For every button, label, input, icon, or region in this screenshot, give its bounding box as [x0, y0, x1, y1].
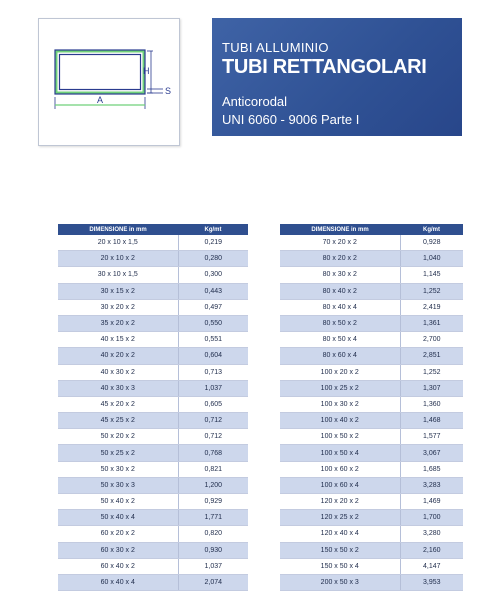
dimension-cell: 80 x 40 x 4 [280, 299, 400, 315]
weight-cell: 2,160 [400, 542, 463, 558]
table-row [58, 364, 248, 380]
weight-cell: 0,929 [178, 494, 248, 510]
weight-cell: 0,443 [178, 283, 248, 299]
table-header-row [280, 224, 463, 235]
table-row [58, 558, 248, 574]
dimension-cell: 150 x 50 x 4 [280, 558, 400, 574]
dimension-cell: 80 x 20 x 2 [280, 251, 400, 267]
table-row [280, 574, 463, 590]
dimension-cell: 60 x 20 x 2 [58, 526, 178, 542]
dimensions-table-right [280, 224, 463, 591]
dimension-cell: 45 x 25 x 2 [58, 413, 178, 429]
weight-cell: 1,468 [400, 413, 463, 429]
table-row [58, 461, 248, 477]
table-row [58, 526, 248, 542]
table-row [58, 429, 248, 445]
column-header-weight: Kg/mt [400, 224, 463, 235]
weight-cell: 0,821 [178, 461, 248, 477]
dimension-cell: 40 x 30 x 3 [58, 380, 178, 396]
weight-cell: 3,283 [400, 477, 463, 493]
table-row [58, 477, 248, 493]
weight-cell: 1,040 [400, 251, 463, 267]
dimensions-table-left [58, 224, 248, 591]
table-row [58, 413, 248, 429]
table-row [280, 267, 463, 283]
weight-cell: 3,953 [400, 574, 463, 590]
page-title: TUBI RETTANGOLARI [222, 56, 427, 78]
dimension-cell: 40 x 15 x 2 [58, 332, 178, 348]
table-row [280, 299, 463, 315]
dimension-cell: 80 x 60 x 4 [280, 348, 400, 364]
weight-cell: 0,713 [178, 364, 248, 380]
column-header-weight: Kg/mt [178, 224, 248, 235]
weight-cell: 1,360 [400, 396, 463, 412]
dimension-cell: 70 x 20 x 2 [280, 235, 400, 251]
weight-cell: 1,361 [400, 315, 463, 331]
weight-cell: 0,768 [178, 445, 248, 461]
table-row [280, 526, 463, 542]
weight-cell: 0,930 [178, 542, 248, 558]
product-category: TUBI ALLUMINIO [222, 40, 329, 55]
weight-cell: 1,771 [178, 510, 248, 526]
table-row [280, 315, 463, 331]
table-row [58, 283, 248, 299]
alloy-name: Anticorodal [222, 94, 288, 109]
dimension-cell: 60 x 40 x 2 [58, 558, 178, 574]
dimension-cell: 150 x 50 x 2 [280, 542, 400, 558]
dimension-cell: 45 x 20 x 2 [58, 396, 178, 412]
weight-cell: 4,147 [400, 558, 463, 574]
table-row [280, 494, 463, 510]
table-row [58, 396, 248, 412]
dimension-cell: 50 x 20 x 2 [58, 429, 178, 445]
table-row [58, 494, 248, 510]
dimension-cell: 30 x 10 x 1,5 [58, 267, 178, 283]
dimension-cell: 100 x 40 x 2 [280, 413, 400, 429]
dimension-cell: 100 x 60 x 4 [280, 477, 400, 493]
dimension-cell: 50 x 40 x 4 [58, 510, 178, 526]
weight-cell: 0,219 [178, 235, 248, 251]
table-row [58, 574, 248, 590]
rectangular-tube-section-icon [39, 19, 179, 145]
table-row [58, 315, 248, 331]
weight-cell: 2,700 [400, 332, 463, 348]
table-row [58, 299, 248, 315]
table-row [280, 445, 463, 461]
table-row [58, 267, 248, 283]
dimension-cell: 40 x 20 x 2 [58, 348, 178, 364]
weight-cell: 0,605 [178, 396, 248, 412]
table-row [280, 348, 463, 364]
table-row [280, 542, 463, 558]
weight-cell: 1,145 [400, 267, 463, 283]
table-row [280, 380, 463, 396]
weight-cell: 1,469 [400, 494, 463, 510]
table-row [280, 332, 463, 348]
dimension-cell: 60 x 30 x 2 [58, 542, 178, 558]
dimension-cell: 80 x 50 x 4 [280, 332, 400, 348]
dimension-cell: 100 x 30 x 2 [280, 396, 400, 412]
dimension-cell: 30 x 15 x 2 [58, 283, 178, 299]
dimension-cell: 35 x 20 x 2 [58, 315, 178, 331]
table-row [280, 396, 463, 412]
weight-cell: 1,037 [178, 380, 248, 396]
table-row [280, 251, 463, 267]
dimension-cell: 80 x 30 x 2 [280, 267, 400, 283]
weight-cell: 0,604 [178, 348, 248, 364]
weight-cell: 1,252 [400, 364, 463, 380]
dimension-label-h: H [143, 66, 150, 76]
dimension-cell: 80 x 50 x 2 [280, 315, 400, 331]
table-header-row [58, 224, 248, 235]
title-banner [212, 18, 462, 136]
dimension-cell: 50 x 40 x 2 [58, 494, 178, 510]
standard-reference: UNI 6060 - 9006 Parte I [222, 112, 360, 127]
dimension-cell: 200 x 50 x 3 [280, 574, 400, 590]
table-row [280, 364, 463, 380]
dimension-cell: 100 x 20 x 2 [280, 364, 400, 380]
dimension-label-a: A [97, 95, 104, 105]
dimension-label-s: S [165, 86, 172, 96]
dimension-cell: 100 x 50 x 2 [280, 429, 400, 445]
weight-cell: 1,685 [400, 461, 463, 477]
table-row [58, 332, 248, 348]
table-row [280, 477, 463, 493]
weight-cell: 2,074 [178, 574, 248, 590]
table-row [58, 348, 248, 364]
dimension-cell: 100 x 25 x 2 [280, 380, 400, 396]
weight-cell: 0,551 [178, 332, 248, 348]
dimension-cell: 40 x 30 x 2 [58, 364, 178, 380]
weight-cell: 0,712 [178, 429, 248, 445]
dimension-cell: 120 x 20 x 2 [280, 494, 400, 510]
dimension-cell: 120 x 40 x 4 [280, 526, 400, 542]
table-row [280, 283, 463, 299]
table-row [58, 235, 248, 251]
table-row [280, 235, 463, 251]
dimension-cell: 50 x 30 x 2 [58, 461, 178, 477]
table-row [58, 380, 248, 396]
weight-cell: 0,820 [178, 526, 248, 542]
table-row [280, 461, 463, 477]
weight-cell: 0,280 [178, 251, 248, 267]
table-row [58, 510, 248, 526]
table-row [58, 251, 248, 267]
weight-cell: 0,300 [178, 267, 248, 283]
weight-cell: 1,037 [178, 558, 248, 574]
table-row [58, 445, 248, 461]
weight-cell: 2,851 [400, 348, 463, 364]
dimension-cell: 100 x 50 x 4 [280, 445, 400, 461]
profile-diagram [38, 18, 180, 146]
weight-cell: 3,067 [400, 445, 463, 461]
weight-cell: 2,419 [400, 299, 463, 315]
weight-cell: 0,928 [400, 235, 463, 251]
dimension-cell: 20 x 10 x 2 [58, 251, 178, 267]
weight-cell: 1,200 [178, 477, 248, 493]
weight-cell: 0,712 [178, 413, 248, 429]
table-row [280, 510, 463, 526]
weight-cell: 1,252 [400, 283, 463, 299]
weight-cell: 1,577 [400, 429, 463, 445]
table-row [280, 558, 463, 574]
dimension-cell: 50 x 25 x 2 [58, 445, 178, 461]
weight-cell: 1,700 [400, 510, 463, 526]
dimension-cell: 60 x 40 x 4 [58, 574, 178, 590]
dimension-cell: 50 x 30 x 3 [58, 477, 178, 493]
column-header-dimension: DIMENSIONE in mm [58, 224, 178, 235]
dimension-cell: 80 x 40 x 2 [280, 283, 400, 299]
weight-cell: 0,550 [178, 315, 248, 331]
dimension-cell: 100 x 60 x 2 [280, 461, 400, 477]
table-row [58, 542, 248, 558]
dimension-cell: 120 x 25 x 2 [280, 510, 400, 526]
table-row [280, 413, 463, 429]
weight-cell: 1,307 [400, 380, 463, 396]
weight-cell: 3,280 [400, 526, 463, 542]
dimension-cell: 30 x 20 x 2 [58, 299, 178, 315]
dimension-cell: 20 x 10 x 1,5 [58, 235, 178, 251]
table-row [280, 429, 463, 445]
weight-cell: 0,497 [178, 299, 248, 315]
column-header-dimension: DIMENSIONE in mm [280, 224, 400, 235]
